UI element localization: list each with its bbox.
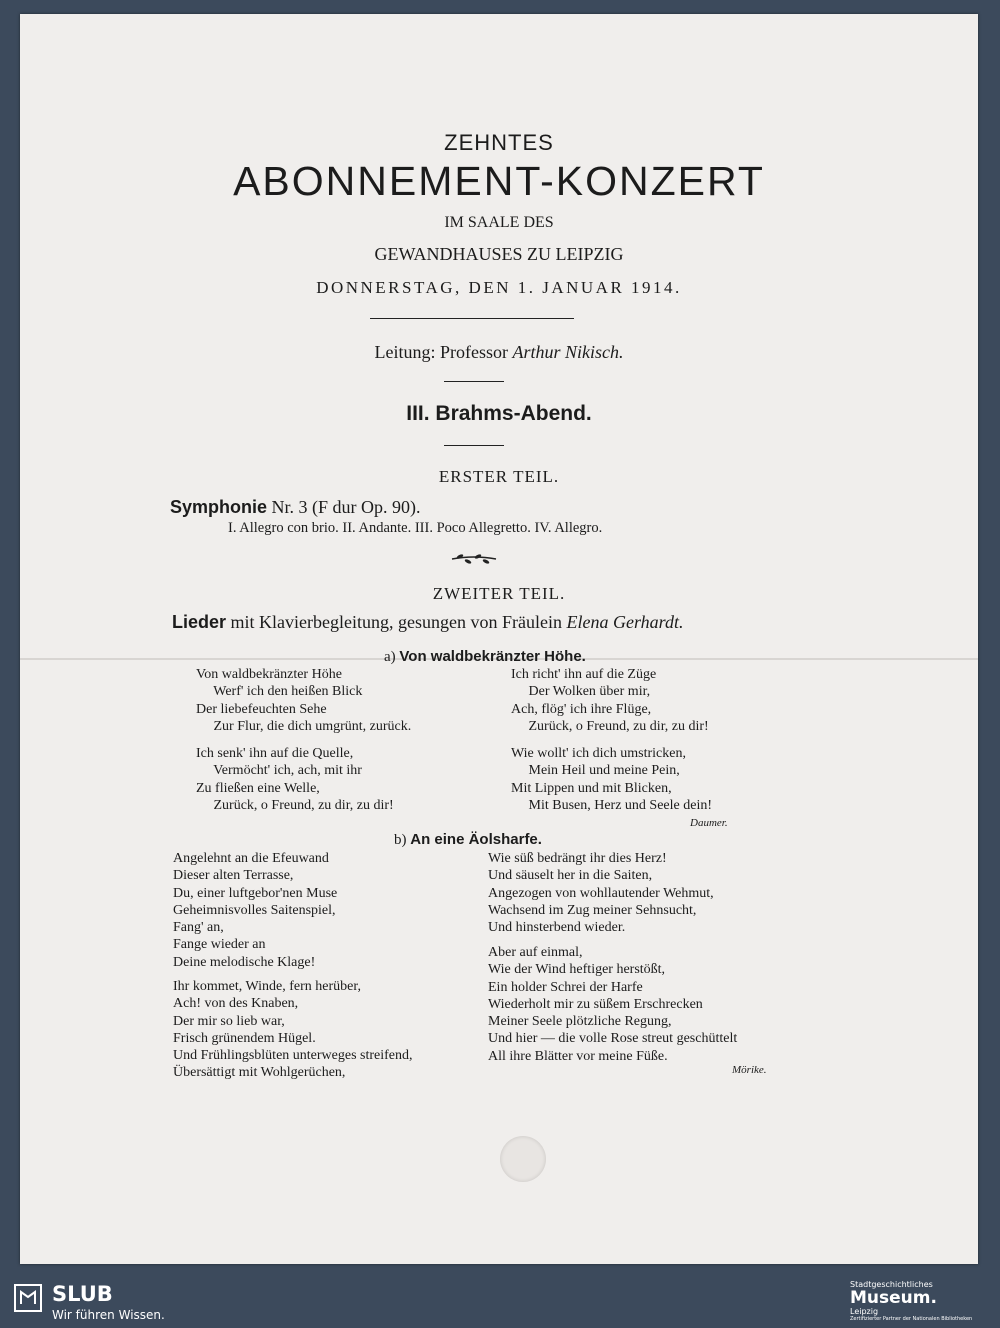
- song-a-author: Daumer.: [690, 817, 728, 829]
- symphony-label: Symphonie: [170, 497, 268, 517]
- singer-name: Elena Gerhardt.: [566, 612, 684, 632]
- divider-rule: [370, 318, 574, 319]
- slub-logo-icon: [14, 1284, 42, 1312]
- song-a-title: Von waldbekränzter Höhe.: [399, 648, 586, 665]
- concert-date: DONNERSTAG, DEN 1. JANUAR 1914.: [316, 278, 682, 297]
- museum-line3: Leipzig: [850, 1307, 879, 1316]
- song-b-prefix: b): [394, 832, 411, 848]
- symphony-details: Nr. 3 (F dur Op. 90).: [267, 497, 421, 517]
- program-title: III. Brahms-Abend.: [406, 402, 592, 425]
- museum-line2: Museum.: [850, 1288, 937, 1308]
- part2-title: ZWEITER TEIL.: [432, 584, 566, 603]
- ornament-icon: [450, 552, 498, 566]
- song-b-right-stanza2: Aber auf einmal, Wie der Wind heftiger herstößt, Ein holder Schrei der Harfe Wiederholt mir zu süßem Erschrecken Meiner Seele plötzliche Regung, Und hier — die volle Rose streut geschüttelt All ihre Blätter vor meine Füße.: [488, 945, 738, 1064]
- song-a-prefix: a): [384, 649, 400, 665]
- embossed-seal: [500, 1136, 546, 1182]
- song-b-left-stanza1: Angelehnt an die Efeuwand Dieser alten Terrasse, Du, einer luftgebor'nen Muse Geheimnisvolles Saitenspiel, Fang' an, Fange wieder an Deine melodische Klage!: [173, 851, 338, 970]
- song-b-right-stanza1: Wie süß bedrängt ihr dies Herz! Und säuselt her in die Saiten, Angezogen von wohllautender Wehmut, Wachsend im Zug meiner Sehnsucht, Und hinsterbend wieder.: [488, 851, 714, 936]
- song-b-left-stanza2: Ihr kommet, Winde, fern herüber, Ach! von des Knaben, Der mir so lieb war, Frisch grünendem Hügel. Und Frühlingsblüten unterweges streifend, Übersättigt mit Wohlgerüchen,: [173, 979, 413, 1081]
- movements-line: I. Allegro con brio. II. Andante. III. Poco Allegretto. IV. Allegro.: [228, 520, 603, 536]
- symphony-line: [170, 497, 421, 518]
- lieder-details: mit Klavierbegleitung, gesungen von Fräulein: [226, 612, 567, 632]
- song-b-author: Mörike.: [732, 1064, 767, 1076]
- museum-line1: Stadtgeschichtliches: [850, 1280, 933, 1289]
- museum-logo[interactable]: [850, 1280, 990, 1322]
- song-a-left-stanza2: Ich senk' ihn auf die Quelle, Vermöcht' ich, ach, mit ihr Zu fließen eine Welle, Zurück, o Freund, zu dir, zu dir!: [196, 746, 394, 813]
- leitung-line: [20, 342, 978, 363]
- concert-title: ABONNEMENT-KONZERT: [233, 158, 765, 204]
- leitung-label: Leitung: Professor: [374, 342, 513, 362]
- document-page: [20, 14, 978, 1264]
- song-a-heading: [384, 648, 586, 666]
- song-a-right-stanza2: Wie wollt' ich dich umstricken, Mein Heil und meine Pein, Mit Lippen und mit Blicken, Mit Busen, Herz und Seele dein!: [511, 746, 713, 813]
- divider-rule: [444, 445, 504, 446]
- song-a-left-stanza1: Von waldbekränzter Höhe Werf' ich den heißen Blick Der liebefeuchten Sehe Zur Flur, die dich umgrünt, zurück.: [196, 667, 412, 734]
- song-a-right-stanza1: Ich richt' ihn auf die Züge Der Wolken über mir, Ach, flög' ich ihre Flüge, Zurück, o Freund, zu dir, zu dir!: [511, 667, 709, 734]
- header-line3: IM SAALE DES: [444, 214, 554, 231]
- header-line1: ZEHNTES: [444, 130, 554, 155]
- part1-title: ERSTER TEIL.: [438, 467, 560, 486]
- slub-slogan: Wir führen Wissen.: [52, 1308, 165, 1322]
- song-b-title: An eine Äolsharfe.: [410, 831, 542, 848]
- lieder-line: [172, 612, 683, 633]
- conductor-name: Arthur Nikisch.: [512, 342, 624, 362]
- song-b-heading: [394, 831, 542, 849]
- lieder-label: Lieder: [172, 612, 227, 632]
- divider-rule: [444, 381, 504, 382]
- museum-line4: Zertifizierter Partner der Nationalen Bibliotheken: [850, 1316, 973, 1322]
- venue: GEWANDHAUSES ZU LEIPZIG: [374, 244, 624, 264]
- slub-title: SLUB: [52, 1282, 113, 1306]
